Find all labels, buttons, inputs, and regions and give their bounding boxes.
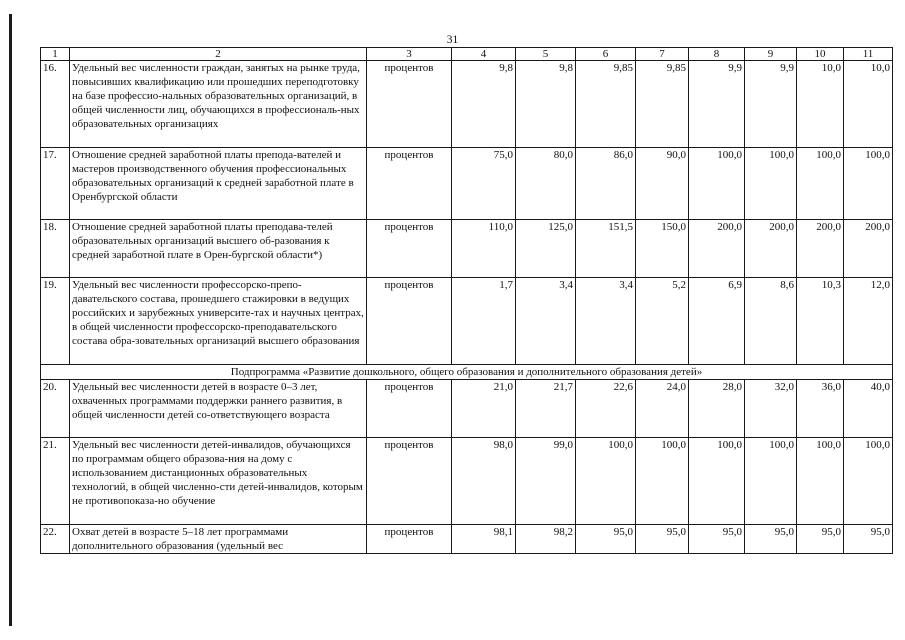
table-row bbox=[41, 278, 893, 365]
row-description: Удельный вес численности детей-инвалидов, обучающихся по программам общего образова-ния на дому с использованием дистанционных образовательных технологий, в общей численно-сти детей-инвалидов, которым не противопоказа-но обучение bbox=[70, 438, 367, 525]
row-value: 100,0 bbox=[576, 438, 636, 525]
row-unit: процентов bbox=[367, 278, 452, 365]
row-value: 10,0 bbox=[797, 61, 844, 148]
table-row bbox=[41, 525, 893, 554]
row-value: 99,0 bbox=[516, 438, 576, 525]
page-number: 31 bbox=[446, 34, 459, 46]
table-row bbox=[41, 61, 893, 148]
row-description: Отношение средней заработной платы препода-вателей и мастеров производственного обучения профессиональных образовательных организаций к средней заработной плате в Оренбургской области bbox=[70, 148, 367, 220]
row-value: 21,0 bbox=[452, 380, 516, 438]
row-value: 100,0 bbox=[689, 438, 745, 525]
row-value: 40,0 bbox=[844, 380, 893, 438]
row-unit: процентов bbox=[367, 525, 452, 554]
row-value: 100,0 bbox=[745, 438, 797, 525]
row-number: 18. bbox=[41, 220, 70, 278]
row-value: 98,2 bbox=[516, 525, 576, 554]
column-header: 6 bbox=[576, 48, 636, 61]
row-value: 24,0 bbox=[636, 380, 689, 438]
row-description: Удельный вес численности профессорско-препо-давательского состава, прошедшего стажировки в ведущих российских и зарубежных университе-тах и научных центрах, в общей численности профессорско-преподавательского состава обра-зовательных организаций высшего образования bbox=[70, 278, 367, 365]
row-description: Охват детей в возрасте 5–18 лет программами дополнительного образования (удельный вес bbox=[70, 525, 367, 554]
row-value: 80,0 bbox=[516, 148, 576, 220]
subprogram-heading: Подпрограмма «Развитие дошкольного, общего образования и дополнительного образования детей» bbox=[41, 365, 893, 380]
row-value: 9,9 bbox=[689, 61, 745, 148]
row-value: 95,0 bbox=[745, 525, 797, 554]
binding-line bbox=[9, 14, 12, 626]
row-value: 3,4 bbox=[516, 278, 576, 365]
row-unit: процентов bbox=[367, 380, 452, 438]
column-header: 5 bbox=[516, 48, 576, 61]
table-row bbox=[41, 148, 893, 220]
column-header: 1 bbox=[41, 48, 70, 61]
row-description: Отношение средней заработной платы преподава-телей образовательных организаций высшего об-разования к средней заработной плате в Орен-бургской области*) bbox=[70, 220, 367, 278]
row-unit: процентов bbox=[367, 61, 452, 148]
row-number: 19. bbox=[41, 278, 70, 365]
row-value: 75,0 bbox=[452, 148, 516, 220]
column-header-row bbox=[41, 48, 893, 61]
row-value: 200,0 bbox=[745, 220, 797, 278]
row-value: 9,8 bbox=[452, 61, 516, 148]
row-value: 6,9 bbox=[689, 278, 745, 365]
indicators-table bbox=[40, 47, 893, 554]
row-value: 95,0 bbox=[844, 525, 893, 554]
row-number: 22. bbox=[41, 525, 70, 554]
row-value: 125,0 bbox=[516, 220, 576, 278]
row-value: 100,0 bbox=[797, 438, 844, 525]
row-value: 98,1 bbox=[452, 525, 516, 554]
row-value: 150,0 bbox=[636, 220, 689, 278]
row-value: 95,0 bbox=[636, 525, 689, 554]
row-number: 17. bbox=[41, 148, 70, 220]
column-header: 10 bbox=[797, 48, 844, 61]
column-header: 7 bbox=[636, 48, 689, 61]
row-number: 21. bbox=[41, 438, 70, 525]
row-value: 9,8 bbox=[516, 61, 576, 148]
column-header: 9 bbox=[745, 48, 797, 61]
table-row bbox=[41, 220, 893, 278]
column-header: 8 bbox=[689, 48, 745, 61]
row-unit: процентов bbox=[367, 148, 452, 220]
row-value: 86,0 bbox=[576, 148, 636, 220]
row-value: 200,0 bbox=[689, 220, 745, 278]
row-value: 9,85 bbox=[576, 61, 636, 148]
column-header: 3 bbox=[367, 48, 452, 61]
row-value: 28,0 bbox=[689, 380, 745, 438]
row-value: 110,0 bbox=[452, 220, 516, 278]
row-value: 200,0 bbox=[797, 220, 844, 278]
row-value: 10,3 bbox=[797, 278, 844, 365]
row-value: 95,0 bbox=[797, 525, 844, 554]
subprogram-row bbox=[41, 365, 893, 380]
row-value: 22,6 bbox=[576, 380, 636, 438]
row-value: 98,0 bbox=[452, 438, 516, 525]
row-value: 151,5 bbox=[576, 220, 636, 278]
row-value: 5,2 bbox=[636, 278, 689, 365]
row-value: 1,7 bbox=[452, 278, 516, 365]
column-header: 4 bbox=[452, 48, 516, 61]
row-unit: процентов bbox=[367, 220, 452, 278]
row-number: 20. bbox=[41, 380, 70, 438]
row-number: 16. bbox=[41, 61, 70, 148]
row-value: 100,0 bbox=[636, 438, 689, 525]
row-value: 100,0 bbox=[797, 148, 844, 220]
row-value: 95,0 bbox=[576, 525, 636, 554]
row-value: 36,0 bbox=[797, 380, 844, 438]
row-value: 12,0 bbox=[844, 278, 893, 365]
row-value: 90,0 bbox=[636, 148, 689, 220]
row-description: Удельный вес численности детей в возрасте 0–3 лет, охваченных программами поддержки раннего развития, в общей численности детей со-ответствующего возраста bbox=[70, 380, 367, 438]
row-value: 9,85 bbox=[636, 61, 689, 148]
row-value: 200,0 bbox=[844, 220, 893, 278]
row-value: 3,4 bbox=[576, 278, 636, 365]
row-value: 10,0 bbox=[844, 61, 893, 148]
row-value: 100,0 bbox=[844, 148, 893, 220]
row-value: 95,0 bbox=[689, 525, 745, 554]
row-value: 100,0 bbox=[745, 148, 797, 220]
column-header: 2 bbox=[70, 48, 367, 61]
row-unit: процентов bbox=[367, 438, 452, 525]
row-value: 21,7 bbox=[516, 380, 576, 438]
table-row bbox=[41, 380, 893, 438]
row-value: 9,9 bbox=[745, 61, 797, 148]
row-value: 8,6 bbox=[745, 278, 797, 365]
column-header: 11 bbox=[844, 48, 893, 61]
row-value: 100,0 bbox=[689, 148, 745, 220]
table-row bbox=[41, 438, 893, 525]
row-value: 100,0 bbox=[844, 438, 893, 525]
row-description: Удельный вес численности граждан, занятых на рынке труда, повысивших квалификацию или прошедших переподготовку на базе профессио-нальных образовательных организаций, в общей численности лиц, обучающихся в профессиональ-ных образовательных организациях bbox=[70, 61, 367, 148]
row-value: 32,0 bbox=[745, 380, 797, 438]
